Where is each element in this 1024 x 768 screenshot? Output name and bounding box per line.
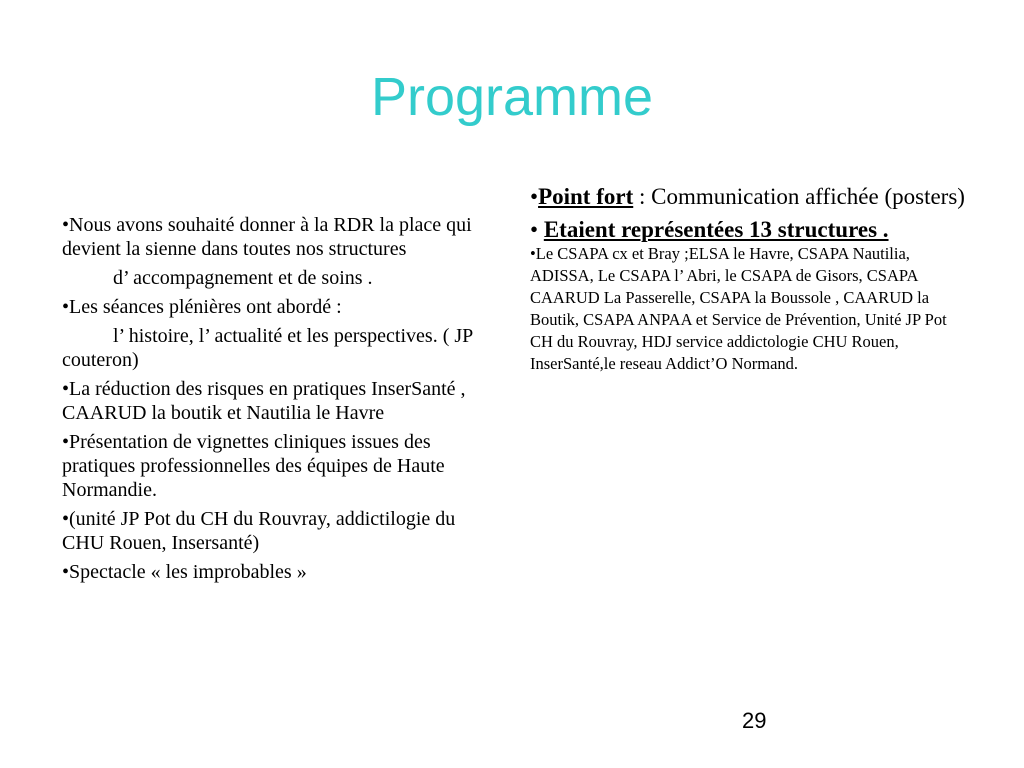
right-bullet-2-marker: • [530, 217, 544, 242]
right-column [530, 183, 970, 375]
left-paragraph-1: •Nous avons souhaité donner à la RDR la place qui devient la sienne dans toutes nos structures [62, 214, 472, 260]
structures-label: Etaient représentées 13 structures . [543, 217, 889, 242]
point-fort-label: Point fort [538, 184, 634, 209]
left-paragraph-3: •La réduction des risques en pratiques InserSanté , CAARUD la boutik et Nautilia le Havre [62, 378, 466, 424]
left-paragraph-4: •Présentation de vignettes cliniques issues des pratiques professionnelles des équipes de Haute Normandie. [62, 431, 445, 501]
right-bullet-structures [530, 216, 970, 243]
left-column [62, 213, 502, 584]
point-fort-text: : Communication affichée (posters) [633, 184, 965, 209]
left-paragraph-2-continuation: l’ histoire, l’ actualité et les perspectives. ( JP couteron) [62, 325, 473, 371]
left-paragraph-2: •Les séances plénières ont abordé : [62, 296, 342, 318]
left-paragraph-6: •Spectacle « les improbables » [62, 561, 307, 583]
page-number: 29 [742, 708, 767, 733]
left-paragraph-5: •(unité JP Pot du CH du Rouvray, addictilogie du CHU Rouen, Insersanté) [62, 508, 456, 554]
slide-title: Programme [370, 67, 654, 127]
right-structures-list: •Le CSAPA cx et Bray ;ELSA le Havre, CSAPA Nautilia, ADISSA, Le CSAPA l’ Abri, le CSAPA de Gisors, CSAPA CAARUD La Passerelle, CSAPA la Boussole , CAARUD la Boutik, CSAPA ANPAA et Service de Prévention, Unité JP Pot CH du Rouvray, HDJ service addictologie CHU Rouen, InserSanté,le reseau Addict’O Normand. [530, 244, 947, 373]
left-paragraph-1-continuation: d’ accompagnement et de soins . [113, 267, 373, 289]
right-bullet-1-marker: • [530, 184, 539, 209]
right-bullet-point-fort [530, 183, 970, 210]
